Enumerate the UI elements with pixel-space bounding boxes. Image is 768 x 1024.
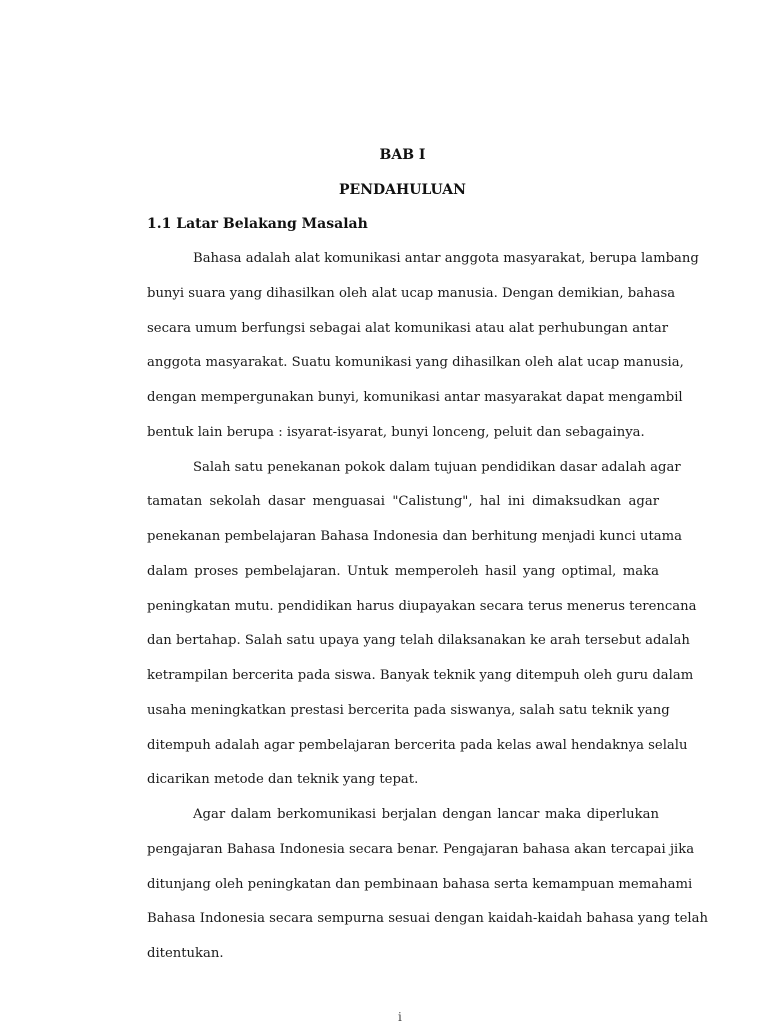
paragraph-line: Salah satu penekanan pokok dalam tujuan pendidikan dasar adalah agar: [193, 460, 681, 475]
paragraph-line: secara umum berfungsi sebagai alat komunikasi atau alat perhubungan antar: [147, 321, 669, 336]
paragraph-line: ditunjang oleh peningkatan dan pembinaan bahasa serta kemampuan memahami: [147, 877, 693, 892]
paragraph-line: Bahasa Indonesia secara sempurna sesuai dengan kaidah-kaidah bahasa yang telah: [147, 911, 709, 926]
paragraph-line: pengajaran Bahasa Indonesia secara benar. Pengajaran bahasa akan tercapai jika: [147, 842, 695, 857]
paragraph-line: bentuk lain berupa : isyarat-isyarat, bunyi lonceng, peluit dan sebagainya.: [147, 425, 645, 440]
chapter-heading: BAB I: [379, 147, 426, 163]
paragraph-line: usaha meningkatkan prestasi bercerita pada siswanya, salah satu teknik yang: [147, 703, 670, 718]
paragraph-line: dicarikan metode dan teknik yang tepat.: [147, 772, 419, 787]
paragraph-line: ketrampilan bercerita pada siswa. Banyak teknik yang ditempuh oleh guru dalam: [147, 668, 694, 683]
page-number: i: [398, 1010, 402, 1024]
paragraph-line: tamatan sekolah dasar menguasai "Calistung", hal ini dimaksudkan agar: [147, 494, 659, 509]
paragraph-line: penekanan pembelajaran Bahasa Indonesia dan berhitung menjadi kunci utama: [147, 529, 683, 544]
paragraph-line: Bahasa adalah alat komunikasi antar anggota masyarakat, berupa lambang: [193, 251, 699, 266]
paragraph-line: ditempuh adalah agar pembelajaran bercerita pada kelas awal hendaknya selalu: [147, 738, 688, 753]
paragraph-line: peningkatan mutu. pendidikan harus diupayakan secara terus menerus terencana: [147, 599, 697, 614]
paragraph-line: ditentukan.: [147, 946, 224, 961]
chapter-title: PENDAHULUAN: [339, 182, 466, 198]
paragraph-line: dan bertahap. Salah satu upaya yang telah dilaksanakan ke arah tersebut adalah: [147, 633, 690, 648]
paragraph-line: bunyi suara yang dihasilkan oleh alat ucap manusia. Dengan demikian, bahasa: [147, 286, 676, 301]
section-heading: 1.1 Latar Belakang Masalah: [147, 216, 368, 232]
paragraph-line: anggota masyarakat. Suatu komunikasi yang dihasilkan oleh alat ucap manusia,: [147, 355, 684, 370]
paragraph-line: Agar dalam berkomunikasi berjalan dengan lancar maka diperlukan: [193, 807, 659, 822]
paragraph-line: dengan mempergunakan bunyi, komunikasi antar masyarakat dapat mengambil: [147, 390, 683, 405]
paragraph-line: dalam proses pembelajaran. Untuk memperoleh hasil yang optimal, maka: [147, 564, 659, 579]
